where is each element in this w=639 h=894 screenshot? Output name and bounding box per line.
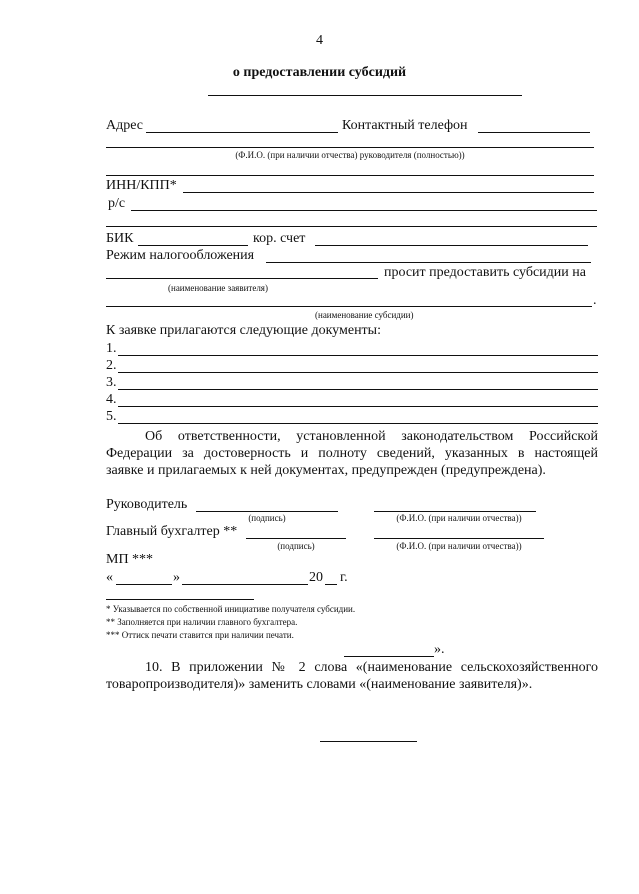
closing-quote: ». [434,642,445,657]
date-day-line[interactable] [116,584,172,585]
responsibility-line-1: Об ответственности, установленной законодательством Российской [145,429,598,444]
account-field-line[interactable] [131,210,597,211]
subsidy-period: . [593,293,597,308]
date-open-quote: « [106,570,113,585]
date-close-quote: » [173,570,180,585]
documents-intro: К заявке прилагаются следующие документы: [106,323,381,338]
request-text: просит предоставить субсидии на [384,265,586,280]
accountant-signature-note: (подпись) [277,541,315,551]
responsibility-line-3: заявке и прилагаемых к ней документах, предупрежден (предупреждена). [106,463,546,478]
bik-field-line[interactable] [138,245,248,246]
date-month-line[interactable] [182,584,308,585]
inn-field-line[interactable] [183,192,594,193]
director-name-line[interactable] [106,147,594,148]
head-name-line[interactable] [374,511,536,512]
accountant-label: Главный бухгалтер ** [106,524,238,539]
document-item-number: 3. [106,375,117,390]
subsidy-note: (наименование субсидии) [315,310,414,320]
subsidy-field-line[interactable] [106,306,592,307]
footnote-separator [106,599,254,600]
amendment-line-2: товаропроизводителя)» заменить словами «(наименование заявителя)». [106,677,533,692]
korr-label: кор. счет [253,231,306,246]
korr-field-line[interactable] [315,245,588,246]
head-label: Руководитель [106,497,188,512]
year-prefix: 20 [309,570,323,585]
year-line[interactable] [325,584,337,585]
footnote-1: * Указывается по собственной инициативе получателя субсидии. [106,604,356,614]
document-item-line[interactable] [118,406,598,407]
form-heading: о предоставлении субсидий [232,65,407,80]
footnote-3: *** Оттиск печати ставится при наличии печати. [106,630,294,640]
applicant-note: (наименование заявителя) [168,283,268,293]
document-item-number: 1. [106,341,117,356]
director-name-note: (Ф.И.О. (при наличии отчества) руководителя (полностью)) [235,150,465,160]
applicant-field-line[interactable] [106,278,378,279]
document-item-line[interactable] [118,372,598,373]
account-extra-line[interactable] [106,226,597,227]
inn-label: ИНН/КПП* [106,178,177,193]
address-label: Адрес [106,118,144,133]
closing-line [344,656,434,657]
page-number: 4 [316,33,323,48]
document-item-line[interactable] [118,355,598,356]
phone-label: Контактный телефон [342,118,468,133]
address-field-line[interactable] [146,132,338,133]
accountant-name-note: (Ф.И.О. (при наличии отчества)) [396,541,522,551]
heading-underline [208,95,522,96]
stamp-label: МП *** [106,552,154,567]
footnote-2: ** Заполняется при наличии главного бухгалтера. [106,617,298,627]
document-item-number: 2. [106,358,117,373]
document-item-line[interactable] [118,423,598,424]
extra-line[interactable] [106,175,594,176]
document-item-number: 5. [106,409,117,424]
accountant-name-line[interactable] [374,538,544,539]
responsibility-line-2: Федерации за достоверность и полноту сведений, указанных в настоящей [106,446,598,461]
end-rule [320,741,417,742]
tax-label: Режим налогообложения [106,248,255,263]
document-item-number: 4. [106,392,117,407]
head-signature-note: (подпись) [248,513,286,523]
bik-label: БИК [106,231,134,246]
head-name-note: (Ф.И.О. (при наличии отчества)) [396,513,522,523]
tax-field-line[interactable] [266,262,591,263]
phone-field-line[interactable] [478,132,590,133]
account-label: р/с [108,196,126,211]
year-suffix: г. [340,570,348,585]
amendment-line-1: 10. В приложении № 2 слова «(наименование сельскохозяйственного [145,660,598,675]
accountant-signature-line[interactable] [246,538,346,539]
head-signature-line[interactable] [196,511,338,512]
document-item-line[interactable] [118,389,598,390]
